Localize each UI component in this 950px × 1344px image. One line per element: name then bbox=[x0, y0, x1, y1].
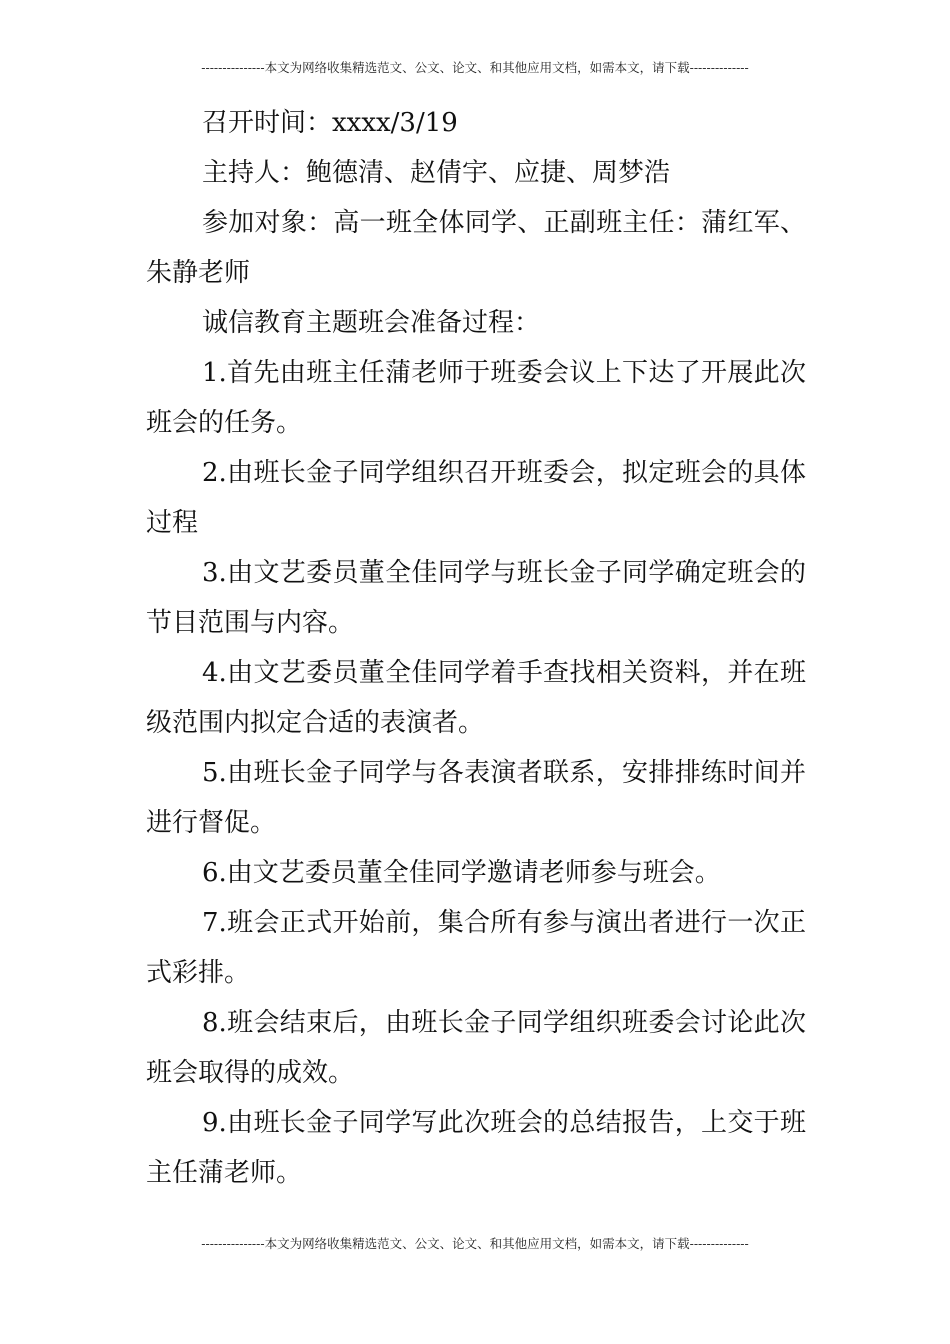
participants: 参加对象：高一班全体同学、正副班主任：蒲红军、朱静老师 bbox=[146, 208, 806, 288]
step-7: 7.班会正式开始前，集合所有参与演出者进行一次正式彩排。 bbox=[146, 908, 806, 988]
preparation-heading: 诚信教育主题班会准备过程： bbox=[202, 308, 541, 338]
step-8: 8.班会结束后，由班长金子同学组织班委会讨论此次班会取得的成效。 bbox=[146, 1008, 806, 1088]
header-banner: ---------------本文为网络收集精选范文、公文、论文、和其他应用文档，如需本文，请下载-------------- bbox=[201, 60, 749, 75]
step-5: 5.由班长金子同学与各表演者联系，安排排练时间并进行督促。 bbox=[146, 758, 806, 838]
hosts: 主持人：鲍德清、赵倩宇、应捷、周梦浩 bbox=[202, 158, 671, 188]
document-body bbox=[146, 98, 806, 1198]
footer-banner: ---------------本文为网络收集精选范文、公文、论文、和其他应用文档，如需本文，请下载-------------- bbox=[201, 1236, 749, 1251]
step-9: 9.由班长金子同学写此次班会的总结报告，上交于班主任蒲老师。 bbox=[146, 1108, 806, 1188]
step-2: 2.由班长金子同学组织召开班委会，拟定班会的具体过程 bbox=[146, 458, 806, 538]
meeting-time: 召开时间：xxxx/3/19 bbox=[202, 108, 458, 138]
step-1: 1.首先由班主任蒲老师于班委会议上下达了开展此次班会的任务。 bbox=[146, 358, 806, 438]
step-4: 4.由文艺委员董全佳同学着手查找相关资料，并在班级范围内拟定合适的表演者。 bbox=[146, 658, 806, 738]
step-6: 6.由文艺委员董全佳同学邀请老师参与班会。 bbox=[202, 858, 721, 888]
step-3: 3.由文艺委员董全佳同学与班长金子同学确定班会的节目范围与内容。 bbox=[146, 558, 806, 638]
